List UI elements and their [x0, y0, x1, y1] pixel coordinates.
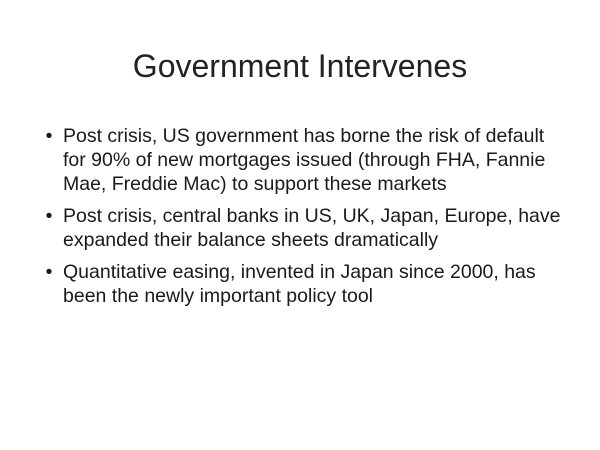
bullet-text: Quantitative easing, invented in Japan since 2000, has been the newly important policy tool [63, 261, 536, 307]
bullet-list [42, 124, 562, 316]
bullet-text: Post crisis, US government has borne the risk of default for 90% of new mortgages issued (through FHA, Fannie Mae, Freddie Mac) to support these markets [63, 125, 546, 195]
bullet-dot-icon: • [45, 125, 53, 147]
bullet-dot-icon: • [45, 261, 53, 283]
bullet-item [42, 124, 562, 196]
slide-title: Government Intervenes [132, 48, 468, 84]
bullet-text: Post crisis, central banks in US, UK, Japan, Europe, have expanded their balance sheets dramatically [63, 205, 561, 251]
bullet-item [42, 204, 562, 252]
bullet-dot-icon: • [45, 205, 53, 227]
bullet-item [42, 260, 562, 308]
